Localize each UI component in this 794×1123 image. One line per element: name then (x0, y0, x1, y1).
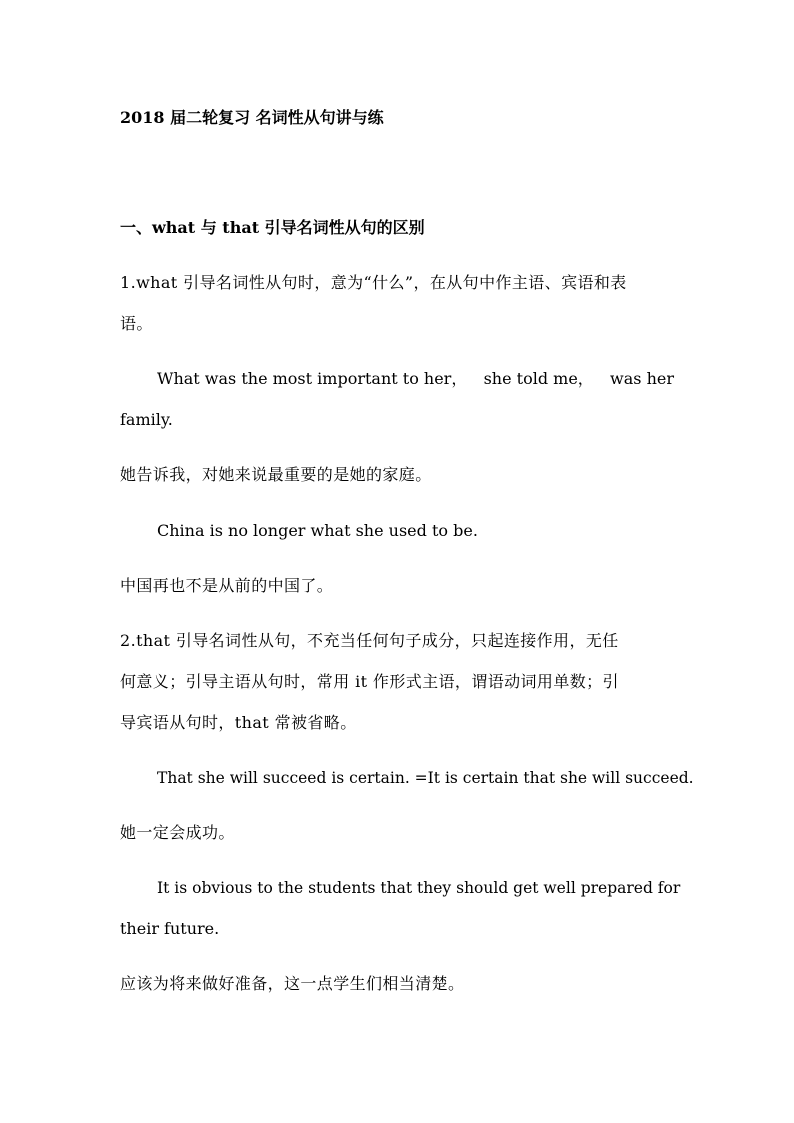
point2-line3: 导宾语从句时，that 常被省略。 (120, 713, 357, 732)
point2-example2-line2: their future. (120, 919, 220, 938)
point1-example1-line2: family. (120, 410, 173, 429)
point1-line1: 1.what 引导名词性从句时，意为“什么”，在从句中作主语、宾语和表 (120, 273, 627, 292)
point2-example2-line1: It is obvious to the students that they should get well prepared for (157, 879, 681, 897)
example1-part3: was her (610, 369, 674, 388)
point1-example1-translation: 她告诉我，对她来说最重要的是她的家庭。 (120, 465, 432, 484)
section-heading: 一、what 与 that 引导名词性从句的区别 (120, 218, 425, 237)
point2-example1: That she will succeed is certain. =It is certain that she will succeed. (157, 769, 694, 787)
point1-example2: China is no longer what she used to be. (157, 521, 478, 540)
point2-line1: 2.that 引导名词性从句，不充当任何句子成分，只起连接作用，无任 (120, 631, 619, 650)
point2-example2-translation: 应该为将来做好准备，这一点学生们相当清楚。 (120, 974, 465, 993)
example1-part1: What was the most important to her， (157, 369, 468, 388)
point2-example1-translation: 她一定会成功。 (120, 823, 235, 842)
example1-part2: she told me， (483, 369, 594, 388)
document-title: 2018 届二轮复习 名词性从句讲与练 (120, 108, 384, 127)
point1-line2: 语。 (120, 314, 153, 333)
point1-example2-translation: 中国再也不是从前的中国了。 (120, 576, 334, 595)
point2-line2: 何意义；引导主语从句时，常用 it 作形式主语，谓语动词用单数；引 (120, 672, 619, 691)
point1-example1-line1 (157, 368, 674, 390)
